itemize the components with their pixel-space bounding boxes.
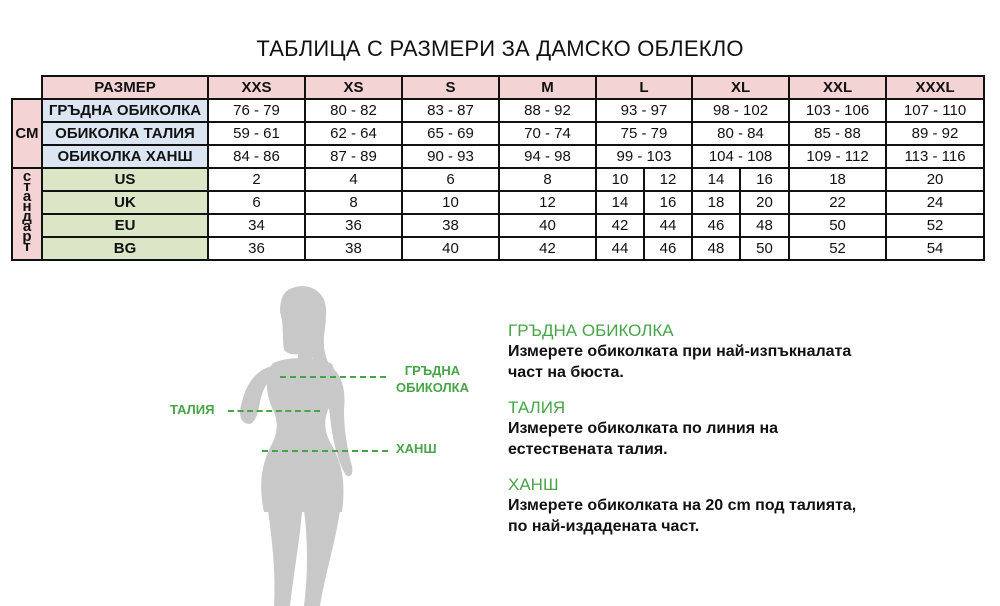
table-cell: 20: [886, 168, 984, 191]
table-cell: 40: [402, 237, 499, 260]
table-cell: 22: [789, 191, 886, 214]
size-header-xxs: XXS: [208, 76, 305, 99]
table-row: [12, 145, 984, 168]
table-cell: 113 - 116: [886, 145, 984, 168]
waist-text-line2: естествената талия.: [508, 441, 668, 458]
table-cell: 40: [499, 214, 596, 237]
hip-text-line2: по най-издадената част.: [508, 518, 700, 535]
table-cell: 6: [208, 191, 305, 214]
table-cell: 14: [692, 168, 740, 191]
table-cell: 109 - 112: [789, 145, 886, 168]
table-cell: 83 - 87: [402, 99, 499, 122]
table-row: [12, 99, 984, 122]
table-cell: 16: [644, 191, 692, 214]
table-cell: 75 - 79: [596, 122, 692, 145]
hip-heading: ХАНШ: [508, 475, 559, 494]
size-header-s: S: [402, 76, 499, 99]
table-cell: 89 - 92: [886, 122, 984, 145]
table-row: [12, 122, 984, 145]
table-cell: 88 - 92: [499, 99, 596, 122]
table-cell: 48: [692, 237, 740, 260]
table-cell: 44: [644, 214, 692, 237]
table-cell: 62 - 64: [305, 122, 402, 145]
hip-label: ХАНШ: [396, 441, 437, 456]
table-cell: 52: [886, 214, 984, 237]
table-cell: 10: [402, 191, 499, 214]
standard-group-label: стандарт: [12, 168, 42, 260]
table-cell: 8: [305, 191, 402, 214]
table-cell: 34: [208, 214, 305, 237]
table-cell: 85 - 88: [789, 122, 886, 145]
table-row: [12, 214, 984, 237]
size-header: РАЗМЕР: [42, 76, 208, 99]
waist-measure-line: [228, 410, 320, 412]
waist-instruction: [508, 397, 978, 460]
table-cell: 87 - 89: [305, 145, 402, 168]
row-label-hip: ОБИКОЛКА ХАНШ: [42, 145, 208, 168]
table-cell: 65 - 69: [402, 122, 499, 145]
table-cell: 42: [499, 237, 596, 260]
table-cell: 94 - 98: [499, 145, 596, 168]
table-cell: 80 - 82: [305, 99, 402, 122]
table-cell: 12: [499, 191, 596, 214]
table-row: [12, 191, 984, 214]
row-label-waist: ОБИКОЛКА ТАЛИЯ: [42, 122, 208, 145]
measurement-figure: [160, 284, 490, 606]
hip-measure-line: [262, 450, 388, 452]
table-cell: 90 - 93: [402, 145, 499, 168]
table-cell: 6: [402, 168, 499, 191]
chest-text-line1: Измерете обиколката при най-изпъкналата: [508, 343, 852, 360]
size-chart-table: [11, 75, 985, 261]
table-cell: 103 - 106: [789, 99, 886, 122]
table-cell: 42: [596, 214, 644, 237]
table-cell: 18: [692, 191, 740, 214]
chest-label-line2: ОБИКОЛКА: [396, 380, 469, 395]
table-cell: 48: [740, 214, 789, 237]
table-cell: 20: [740, 191, 789, 214]
table-cell: 36: [208, 237, 305, 260]
size-header-xl: XL: [692, 76, 789, 99]
table-cell: 24: [886, 191, 984, 214]
table-cell: 2: [208, 168, 305, 191]
table-cell: 8: [499, 168, 596, 191]
chest-measure-line: [280, 376, 386, 378]
table-cell: 10: [596, 168, 644, 191]
table-cell: 84 - 86: [208, 145, 305, 168]
row-label-chest: ГРЪДНА ОБИКОЛКА: [42, 99, 208, 122]
table-cell: 18: [789, 168, 886, 191]
size-header-m: M: [499, 76, 596, 99]
cm-group-label: СМ: [12, 99, 42, 168]
table-cell: 98 - 102: [692, 99, 789, 122]
table-cell: 107 - 110: [886, 99, 984, 122]
table-row: [12, 237, 984, 260]
table-cell: 14: [596, 191, 644, 214]
table-cell: 4: [305, 168, 402, 191]
table-cell: 50: [740, 237, 789, 260]
woman-silhouette: [160, 284, 490, 606]
row-label-eu: EU: [42, 214, 208, 237]
table-cell: 46: [644, 237, 692, 260]
size-header-xs: XS: [305, 76, 402, 99]
measurement-instructions: [508, 320, 978, 551]
table-cell: 16: [740, 168, 789, 191]
table-cell: 76 - 79: [208, 99, 305, 122]
table-cell: 54: [886, 237, 984, 260]
table-cell: 104 - 108: [692, 145, 789, 168]
table-cell: 93 - 97: [596, 99, 692, 122]
table-row: [12, 168, 984, 191]
table-cell: 52: [789, 237, 886, 260]
chest-label-line1: ГРЪДНА: [404, 363, 461, 378]
size-header-xxl: XXL: [789, 76, 886, 99]
table-cell: 59 - 61: [208, 122, 305, 145]
table-cell: 70 - 74: [499, 122, 596, 145]
table-cell: 50: [789, 214, 886, 237]
chest-text-line2: част на бюста.: [508, 364, 624, 381]
waist-text-line1: Измерете обиколката по линия на: [508, 420, 779, 437]
chest-instruction: [508, 320, 978, 383]
table-cell: 38: [402, 214, 499, 237]
size-header-l: L: [596, 76, 692, 99]
row-label-uk: UK: [42, 191, 208, 214]
corner-cell: [12, 76, 42, 99]
table-cell: 38: [305, 237, 402, 260]
waist-heading: ТАЛИЯ: [508, 398, 566, 417]
table-cell: 46: [692, 214, 740, 237]
header-row: [12, 76, 984, 99]
table-cell: 44: [596, 237, 644, 260]
table-cell: 12: [644, 168, 692, 191]
page-title: ТАБЛИЦА С РАЗМЕРИ ЗА ДАМСКО ОБЛЕКЛО: [256, 36, 744, 61]
table-cell: 36: [305, 214, 402, 237]
chest-heading: ГРЪДНА ОБИКОЛКА: [508, 321, 674, 340]
hip-instruction: [508, 474, 978, 537]
hip-text-line1: Измерете обиколката на 20 cm под талията,: [508, 497, 857, 514]
waist-label: ТАЛИЯ: [170, 402, 215, 417]
chest-label: [396, 362, 469, 396]
row-label-us: US: [42, 168, 208, 191]
table-cell: 80 - 84: [692, 122, 789, 145]
row-label-bg: BG: [42, 237, 208, 260]
size-header-xxxl: XXXL: [886, 76, 984, 99]
table-cell: 99 - 103: [596, 145, 692, 168]
